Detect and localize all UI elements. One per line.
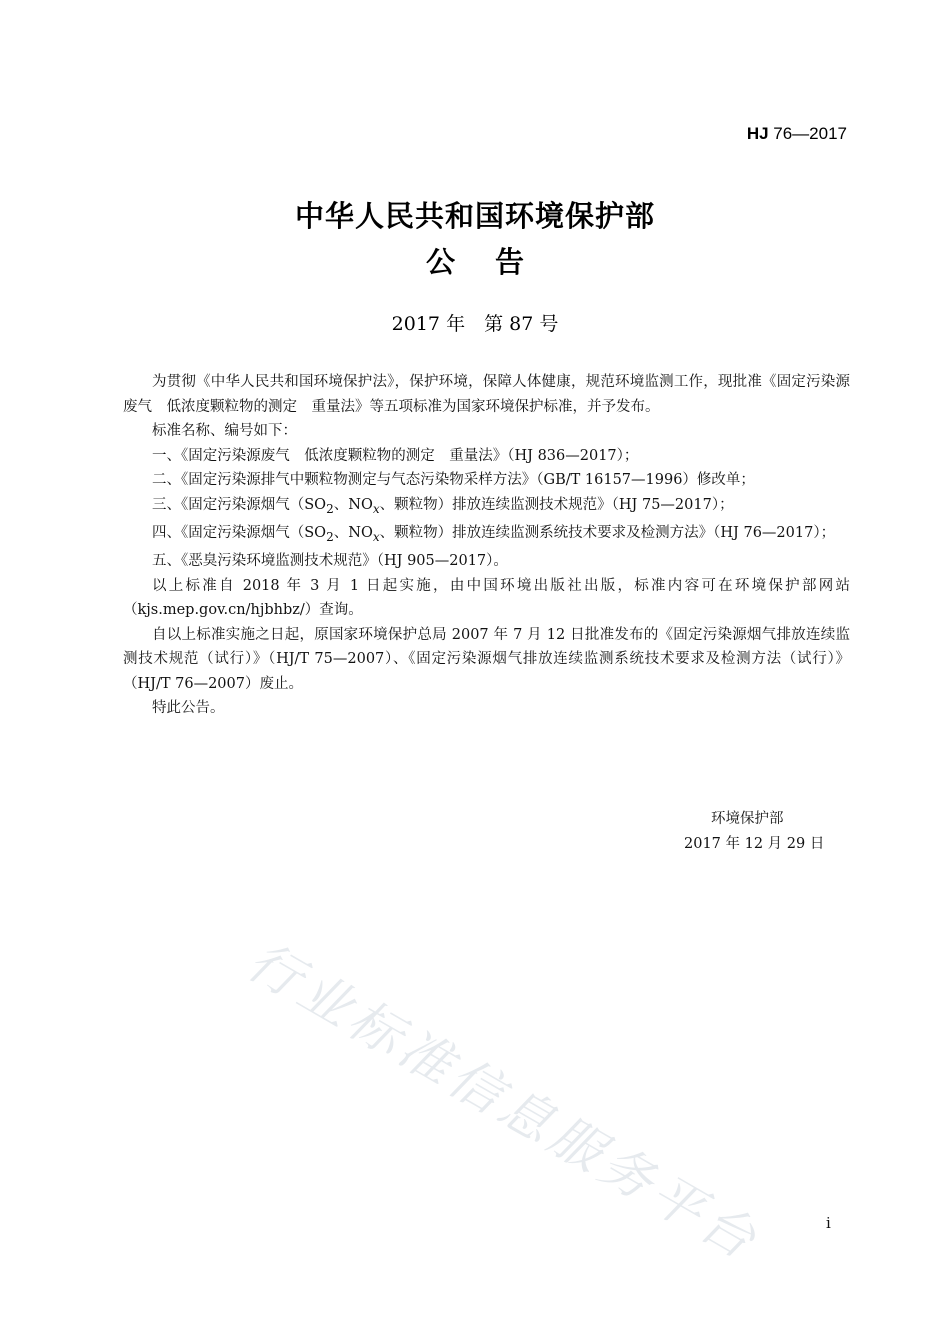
item-3-text-a: 三、《固定污染源烟气（SO (152, 496, 327, 513)
repeal-paragraph: 自以上标准实施之日起，原国家环境保护总局 2007 年 7 月 12 日批准发布的《固定污染源烟气排放连续监测技术规范（试行）》（HJ/T 75—2007）、《固定污染源烟气排放连续监测系统技术要求及检测方法（试行）》（HJ/T 76—2007）废止。 (123, 626, 850, 692)
closing-line: 特此公告。 (152, 700, 225, 717)
page-number: i (826, 1214, 831, 1232)
effective-date-paragraph: 以上标准自 2018 年 3 月 1 日起实施，由中国环境出版社出版，标准内容可在环境保护部网站（kjs.mep.gov.cn/hjbhbz/）查询。 (123, 577, 850, 619)
watermark: 行业标准信息服务平台 (237, 931, 770, 1274)
intro-paragraph: 为贯彻《中华人民共和国环境保护法》，保护环境，保障人体健康，规范环境监测工作，现批准《固定污染源废气 低浓度颗粒物的测定 重量法》等五项标准为国家环境保护标准，并予发布。 (123, 374, 850, 415)
signing-date: 2017 年 12 月 29 日 (684, 836, 825, 852)
announcement-body (123, 370, 850, 721)
standard-item-3 (123, 493, 850, 521)
item-4-text-c: 、颗粒物）排放连续监测系统技术要求及检测方法》（HJ 76—2017）； (379, 524, 836, 541)
standard-item-4 (123, 521, 850, 549)
item-3-sub-a: 2 (326, 501, 334, 516)
standard-code-number: 76—2017 (768, 124, 847, 143)
standard-code-prefix: HJ (746, 124, 769, 143)
item-4-text-a: 四、《固定污染源烟气（SO (152, 524, 327, 541)
item-4-sub-b: x (372, 529, 380, 544)
item-3-text-b: 、NO (333, 496, 373, 513)
issue-number: 2017 年 第 87 号 (391, 313, 559, 335)
item-3-text-c: 、颗粒物）排放连续监测技术规范》（HJ 75—2017）； (379, 496, 734, 513)
issuing-authority: 环境保护部 (711, 811, 784, 827)
standard-item-5: 五、《恶臭污染环境监测技术规范》（HJ 905—2017）。 (152, 553, 508, 570)
standard-item-2: 二、《固定污染源排气中颗粒物测定与气态污染物采样方法》（GB/T 16157—1996）修改单； (152, 472, 755, 488)
standard-code (747, 124, 847, 144)
standard-item-1: 一、《固定污染源废气 低浓度颗粒物的测定 重量法》（HJ 836—2017）； (152, 447, 639, 464)
list-heading: 标准名称、编号如下： (152, 423, 297, 439)
item-3-sub-b: x (372, 501, 380, 516)
announcement-title: 中华人民共和国环境保护部 (294, 199, 655, 233)
announcement-subtitle: 公告 (425, 245, 564, 279)
item-4-text-b: 、NO (333, 524, 373, 541)
item-4-sub-a: 2 (326, 529, 334, 544)
